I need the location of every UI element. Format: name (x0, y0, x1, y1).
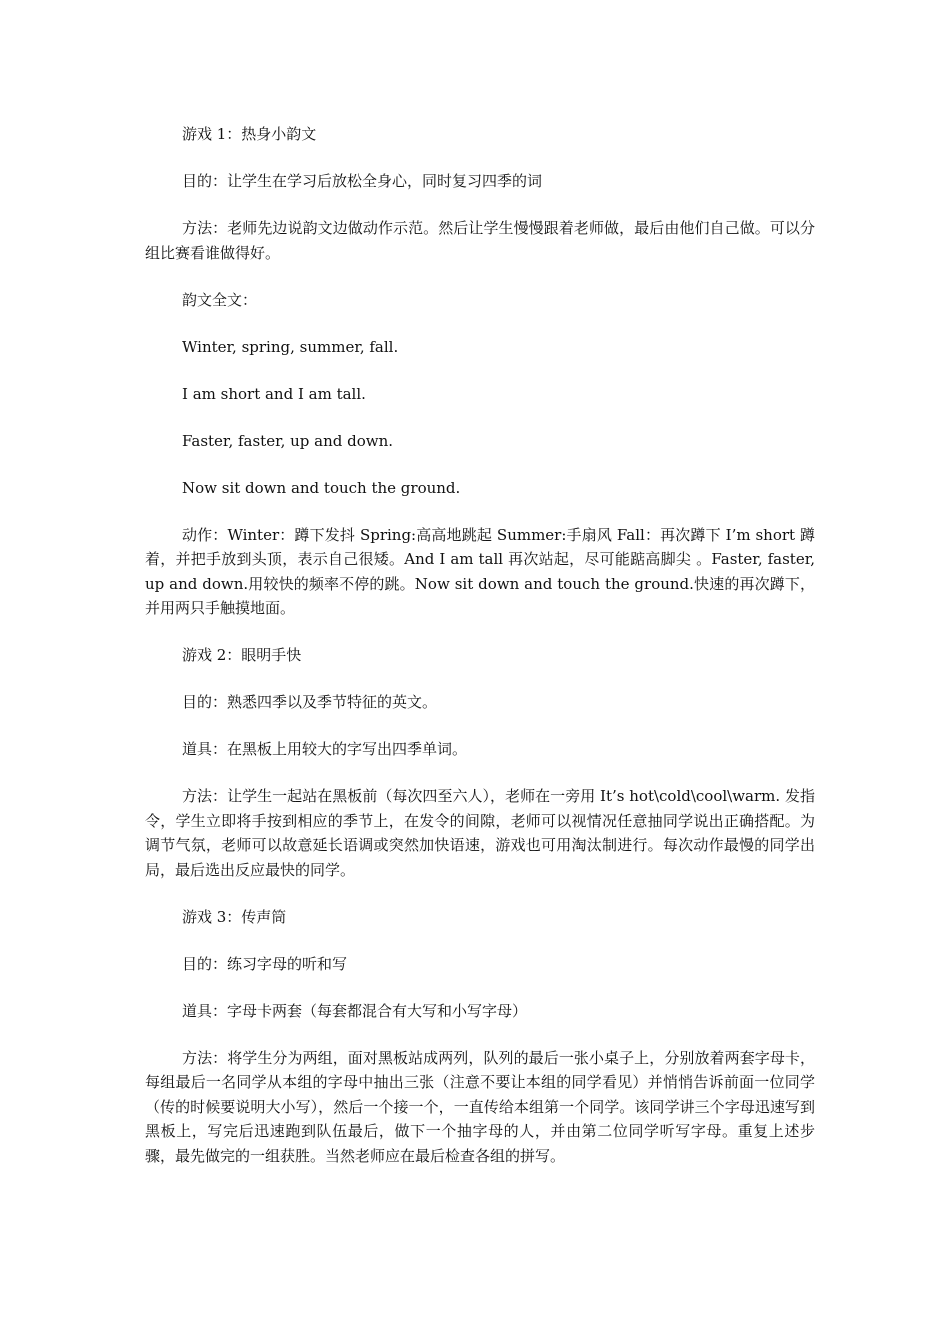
game-2-purpose: 目的：熟悉四季以及季节特征的英文。 (182, 693, 438, 711)
rhyme-line-2: I am short and I am tall. (182, 384, 366, 403)
rhyme-line-3: Faster, faster, up and down. (182, 431, 394, 450)
game-1-purpose: 目的：让学生在学习后放松全身心，同时复习四季的词 (182, 172, 543, 190)
game-2-method: 方法：让学生一起站在黑板前（每次四至六人），老师在一旁用 It’s hot\cold\cool\warm. 发指令，学生立即将手按到相应的季节上，在发令的间隙，老师可以视情况任意抽同学说出正确搭配。为调节气氛，老师可以故意延长语调或突然加快语速，游戏也可用淘汰制进行。每次动作最慢的同学出局，最后选出反应最快的同学。 (145, 787, 815, 879)
document-page (145, 122, 815, 1191)
game-2-props: 道具：在黑板上用较大的字写出四季单词。 (182, 740, 468, 758)
game-1-actions: 动作：Winter：蹲下发抖 Spring:高高地跳起 Summer:手扇风 Fall：再次蹲下 I’m short 蹲着，并把手放到头顶，表示自己很矮。And I am tall 再次站起，尽可能踮高脚尖 。Faster, faster, up and down.用较快的频率不停的跳。Now sit down and touch the ground.快速的再次蹲下，并用两只手触摸地面。 (145, 525, 815, 617)
game-3-purpose: 目的：练习字母的听和写 (182, 954, 348, 973)
rhyme-line-4: Now sit down and touch the ground. (182, 478, 461, 497)
game-2-title: 游戏 2：眼明手快 (182, 646, 302, 664)
game-3-props: 道具：字母卡两套（每套都混合有大写和小写字母） (182, 1001, 528, 1020)
game-3-title: 游戏 3：传声筒 (182, 907, 287, 926)
game-1-method: 方法：老师先边说韵文边做动作示范。然后让学生慢慢跟着老师做，最后由他们自己做。可以分组比赛看谁做得好。 (145, 219, 815, 262)
game-3-method: 方法：将学生分为两组，面对黑板站成两列，队列的最后一张小桌子上，分别放着两套字母卡，每组最后一名同学从本组的字母中抽出三张（注意不要让本组的同学看见）并悄悄告诉前面一位同学（传的时候要说明大小写），然后一个接一个，一直传给本组第一个同学。该同学讲三个字母迅速写到黑板上，写完后迅速跑到队伍最后，做下一个抽字母的人，并由第二位同学听写字母。重复上述步骤，最先做完的一组获胜。当然老师应在最后检查各组的拼写。 (145, 1048, 815, 1165)
rhyme-line-1: Winter, spring, summer, fall. (182, 337, 399, 356)
game-1-title: 游戏 1：热身小韵文 (182, 125, 317, 143)
rhyme-heading: 韵文全文： (182, 290, 258, 309)
